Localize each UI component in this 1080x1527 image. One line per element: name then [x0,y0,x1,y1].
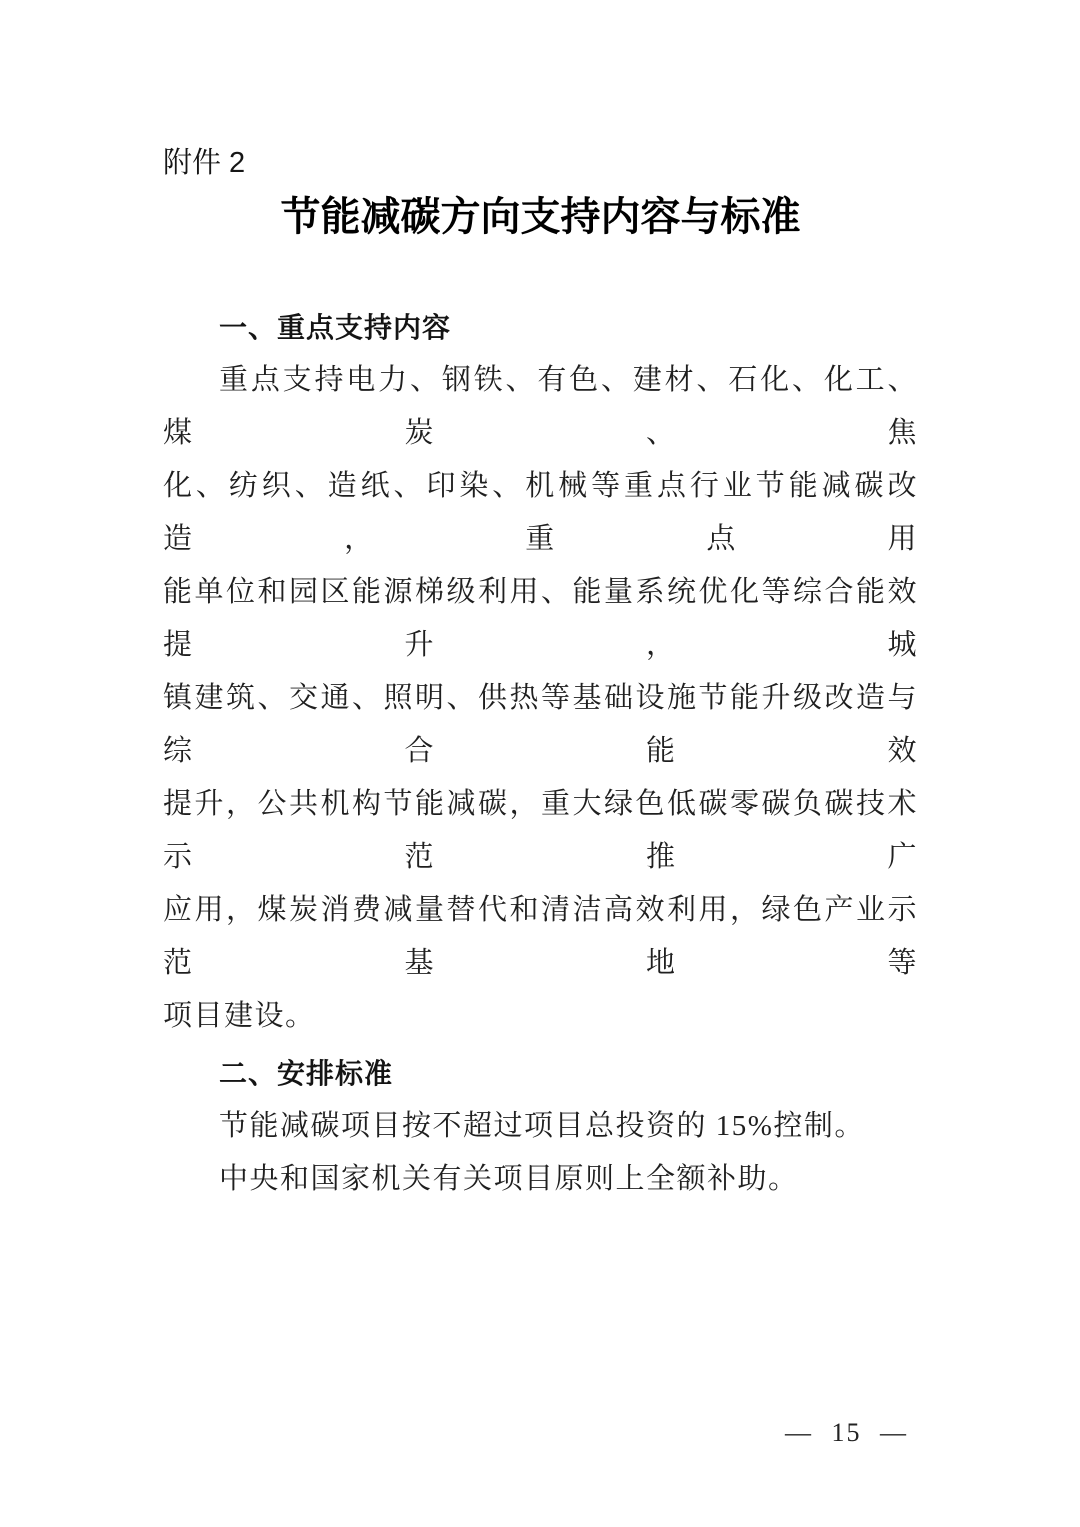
paragraph-line: 能单位和园区能源梯级利用、能量系统优化等综合能效提升，城 [163,576,918,661]
section-2-heading: 二、安排标准 [219,1058,394,1089]
paragraph-line: 重点支持电力、钢铁、有色、建材、石化、化工、煤炭、焦 [163,364,918,449]
footer-page-number: — 15 — [785,1418,908,1447]
paragraph-line: 项目建设。 [163,1000,316,1032]
section-1-heading: 一、重点支持内容 [219,312,452,343]
document-title: 节能减碳方向支持内容与标准 [280,194,801,239]
paragraph-line: 提升，公共机构节能减碳，重大绿色低碳零碳负碳技术示范推广 [163,788,918,873]
paragraph-line: 化、纺织、造纸、印染、机械等重点行业节能减碳改造，重点用 [163,470,918,555]
paragraph-line: 中央和国家机关有关项目原则上全额补助。 [219,1163,799,1195]
paragraph-line: 应用，煤炭消费减量替代和清洁高效利用，绿色产业示范基地等 [163,894,918,979]
attachment-label: 附件 2 [163,147,246,179]
paragraph-line: 节能减碳项目按不超过项目总投资的 15%控制。 [219,1110,865,1142]
paragraph-line: 镇建筑、交通、照明、供热等基础设施节能升级改造与综合能效 [163,682,918,767]
